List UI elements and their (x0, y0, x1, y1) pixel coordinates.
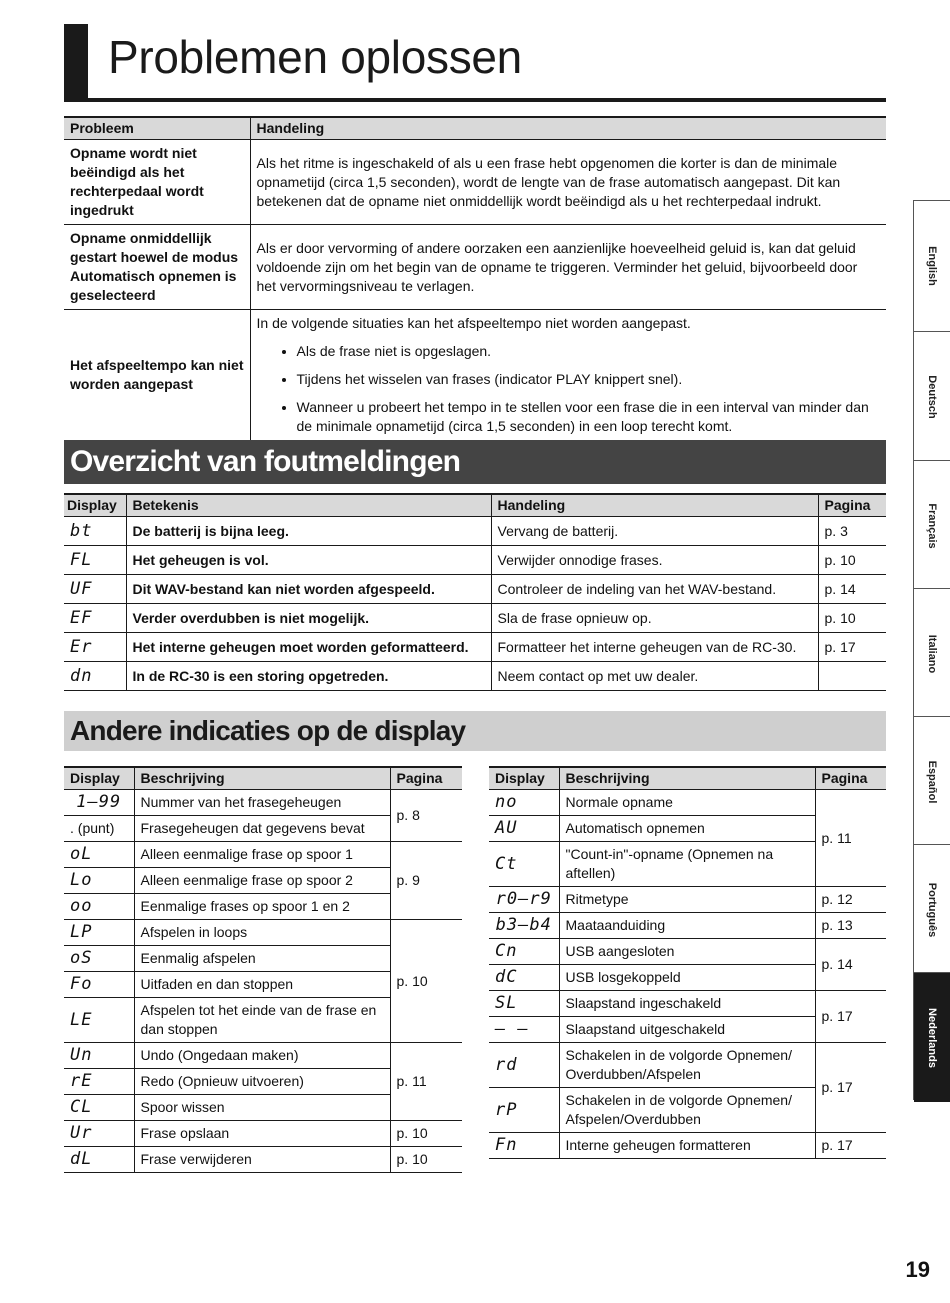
tab-label: Português (926, 882, 938, 937)
page-cell: p. 17 (815, 1133, 886, 1159)
table-row (489, 913, 886, 939)
display-code: no (489, 790, 559, 816)
table-row (489, 887, 886, 913)
problems-header-row (64, 117, 886, 140)
display-code: CL (64, 1095, 134, 1121)
table-row (64, 517, 886, 546)
description-cell: Normale opname (559, 790, 815, 816)
page-title: Problemen oplossen (108, 31, 522, 83)
header-display: Display (489, 767, 559, 790)
description-cell: USB aangesloten (559, 939, 815, 965)
display-code: Ct (489, 842, 559, 887)
display-code: LE (64, 998, 134, 1043)
tab-nederlands[interactable] (914, 972, 950, 1102)
tab-label: English (926, 245, 938, 286)
table-row (64, 604, 886, 633)
tab-label: Français (926, 502, 938, 549)
header-handeling: Handeling (250, 117, 886, 140)
action-cell: Sla de frase opnieuw op. (491, 604, 818, 633)
table-row (64, 842, 462, 868)
display-code: oL (64, 842, 134, 868)
page-cell: p. 13 (815, 913, 886, 939)
table-row (64, 1043, 462, 1069)
action-cell: Als er door vervorming of andere oorzaken een aanzienlijke hoeveelheid geluid is, kan dat geluid voldoende zijn om het begin van de opname te triggeren. Verminder het geluid, bijvoorbeeld door het vervormingsniveau te verlagen. (250, 225, 886, 310)
display-code: oo (64, 894, 134, 920)
action-cell: Neem contact op met uw dealer. (491, 662, 818, 691)
page-cell: p. 17 (815, 991, 886, 1043)
tab-english[interactable] (914, 200, 950, 330)
display-code: Fo (64, 972, 134, 998)
header-display: Display (64, 494, 126, 517)
display-code: AU (489, 816, 559, 842)
table-row (64, 575, 886, 604)
description-cell: Spoor wissen (134, 1095, 390, 1121)
display-code: Cn (489, 939, 559, 965)
description-cell: Slaapstand uitgeschakeld (559, 1017, 815, 1043)
tab-label: Español (926, 760, 938, 803)
display-code: Fn (489, 1133, 559, 1159)
bullet-list (257, 342, 881, 436)
display-code: dn (64, 662, 126, 691)
description-cell: Undo (Ongedaan maken) (134, 1043, 390, 1069)
page-cell: p. 10 (390, 1147, 462, 1173)
action-cell: Als het ritme is ingeschakeld of als u een frase hebt opgenomen die korter is dan de minimale opnametijd (circa 1,5 seconden), wordt de lengte van de frase automatisch aangepast. Dit kan betekenen dat de opname niet onmiddellijk wordt beëindigd als u het rechterpedaal indrukt. (250, 140, 886, 225)
table-row (64, 662, 886, 691)
header-pagina: Pagina (818, 494, 886, 517)
section-title-other: Andere indicaties op de display (64, 711, 886, 751)
tab-português[interactable] (914, 844, 950, 974)
title-bar (64, 24, 88, 100)
table-row (64, 1147, 462, 1173)
indications-header-row (64, 767, 462, 790)
page-cell: p. 11 (390, 1043, 462, 1121)
list-item: • Tijdens het wisselen van frases (indicator PLAY knippert snel). (297, 370, 881, 389)
page-cell: p. 10 (390, 1121, 462, 1147)
table-row (489, 1043, 886, 1088)
action-cell: Vervang de batterij. (491, 517, 818, 546)
meaning-cell: In de RC-30 is een storing opgetreden. (126, 662, 491, 691)
title-rule (64, 98, 886, 102)
header-beschrijving: Beschrijving (559, 767, 815, 790)
tab-français[interactable] (914, 460, 950, 590)
description-cell: "Count-in"-opname (Opnemen na aftellen) (559, 842, 815, 887)
display-code: b3–b4 (489, 913, 559, 939)
display-code: rd (489, 1043, 559, 1088)
table-row (64, 140, 886, 225)
display-code: bt (64, 517, 126, 546)
description-cell: Automatisch opnemen (559, 816, 815, 842)
display-code: LP (64, 920, 134, 946)
description-cell: Maataanduiding (559, 913, 815, 939)
table-row (64, 633, 886, 662)
tab-español[interactable] (914, 716, 950, 846)
description-cell: Frasegeheugen dat gegevens bevat (134, 816, 390, 842)
tab-deutsch[interactable] (914, 331, 950, 461)
table-row (64, 1121, 462, 1147)
table-row (489, 1133, 886, 1159)
description-cell: Afspelen in loops (134, 920, 390, 946)
table-row (64, 546, 886, 575)
display-code: rP (489, 1088, 559, 1133)
description-cell: Alleen eenmalige frase op spoor 2 (134, 868, 390, 894)
action-cell (250, 310, 886, 441)
problems-table (64, 116, 886, 441)
indications-table-left (64, 766, 462, 1173)
action-cell: Verwijder onnodige frases. (491, 546, 818, 575)
display-code: r0–r9 (489, 887, 559, 913)
table-row (489, 790, 886, 816)
table-row (64, 310, 886, 441)
display-code: oS (64, 946, 134, 972)
display-code: FL (64, 546, 126, 575)
page-cell: p. 3 (818, 517, 886, 546)
description-cell: Nummer van het frasegeheugen (134, 790, 390, 816)
table-row (64, 225, 886, 310)
meaning-cell: De batterij is bijna leeg. (126, 517, 491, 546)
table-row (489, 939, 886, 965)
description-cell: Schakelen in de volgorde Opnemen/ Overdubben/Afspelen (559, 1043, 815, 1088)
table-row (489, 991, 886, 1017)
display-code: 1–99 (64, 790, 134, 816)
header-handeling: Handeling (491, 494, 818, 517)
tab-label: Nederlands (926, 1007, 938, 1068)
page-cell: p. 11 (815, 790, 886, 887)
page-cell: p. 17 (818, 633, 886, 662)
description-cell: Eenmalig afspelen (134, 946, 390, 972)
description-cell: Redo (Opnieuw uitvoeren) (134, 1069, 390, 1095)
header-betekenis: Betekenis (126, 494, 491, 517)
problem-cell: Het afspeeltempo kan niet worden aangepast (64, 310, 250, 441)
meaning-cell: Het interne geheugen moet worden geformatteerd. (126, 633, 491, 662)
display-code: – – (489, 1017, 559, 1043)
page-cell: p. 12 (815, 887, 886, 913)
table-row (64, 790, 462, 816)
description-cell: Eenmalige frases op spoor 1 en 2 (134, 894, 390, 920)
description-cell: Uitfaden en dan stoppen (134, 972, 390, 998)
tab-italiano[interactable] (914, 588, 950, 718)
action-cell: Formatteer het interne geheugen van de RC-30. (491, 633, 818, 662)
problem-cell: Opname wordt niet beëindigd als het rechterpedaal wordt ingedrukt (64, 140, 250, 225)
tab-label: Deutsch (926, 374, 938, 419)
display-code: rE (64, 1069, 134, 1095)
indications-table-right (489, 766, 886, 1159)
problem-cell: Opname onmiddellijk gestart hoewel de modus Automatisch opnemen is geselecteerd (64, 225, 250, 310)
page-number: 19 (905, 1257, 930, 1282)
description-cell: Slaapstand ingeschakeld (559, 991, 815, 1017)
description-cell: Ritmetype (559, 887, 815, 913)
tab-label: Italiano (926, 634, 938, 673)
page-cell: p. 14 (818, 575, 886, 604)
display-code: dL (64, 1147, 134, 1173)
description-cell: USB losgekoppeld (559, 965, 815, 991)
description-cell: Alleen eenmalige frase op spoor 1 (134, 842, 390, 868)
meaning-cell: Verder overdubben is niet mogelijk. (126, 604, 491, 633)
indications-header-row (489, 767, 886, 790)
display-code: UF (64, 575, 126, 604)
description-cell: Afspelen tot het einde van de frase en dan stoppen (134, 998, 390, 1043)
display-code: Er (64, 633, 126, 662)
page-cell: p. 17 (815, 1043, 886, 1133)
list-item: • Wanneer u probeert het tempo in te stellen voor een frase die in een interval van minder dan de minimale opnametijd (circa 1,5 seconden) in een loop terecht komt. (297, 398, 881, 436)
description-cell: Interne geheugen formatteren (559, 1133, 815, 1159)
meaning-cell: Het geheugen is vol. (126, 546, 491, 575)
action-intro: In de volgende situaties kan het afspeeltempo niet worden aangepast. (256, 315, 691, 331)
page-cell (818, 662, 886, 691)
page-cell: p. 8 (390, 790, 462, 842)
display-code: SL (489, 991, 559, 1017)
errors-table (64, 493, 886, 691)
header-beschrijving: Beschrijving (134, 767, 390, 790)
page-cell: p. 14 (815, 939, 886, 991)
header-pagina: Pagina (390, 767, 462, 790)
display-code: Lo (64, 868, 134, 894)
header-probleem: Probleem (64, 117, 250, 140)
description-cell: Schakelen in de volgorde Opnemen/ Afspelen/Overdubben (559, 1088, 815, 1133)
description-cell: Frase verwijderen (134, 1147, 390, 1173)
section-title-errors: Overzicht van foutmeldingen (64, 440, 886, 484)
action-cell: Controleer de indeling van het WAV-bestand. (491, 575, 818, 604)
display-code: Ur (64, 1121, 134, 1147)
display-code: EF (64, 604, 126, 633)
page-cell: p. 10 (390, 920, 462, 1043)
description-cell: Frase opslaan (134, 1121, 390, 1147)
page-cell: p. 10 (818, 546, 886, 575)
table-row (64, 920, 462, 946)
header-pagina: Pagina (815, 767, 886, 790)
page-cell: p. 10 (818, 604, 886, 633)
list-item: • Als de frase niet is opgeslagen. (297, 342, 881, 361)
display-code: . (punt) (64, 816, 134, 842)
meaning-cell: Dit WAV-bestand kan niet worden afgespeeld. (126, 575, 491, 604)
page-cell: p. 9 (390, 842, 462, 920)
header-display: Display (64, 767, 134, 790)
display-code: Un (64, 1043, 134, 1069)
errors-header-row (64, 494, 886, 517)
display-code: dC (489, 965, 559, 991)
